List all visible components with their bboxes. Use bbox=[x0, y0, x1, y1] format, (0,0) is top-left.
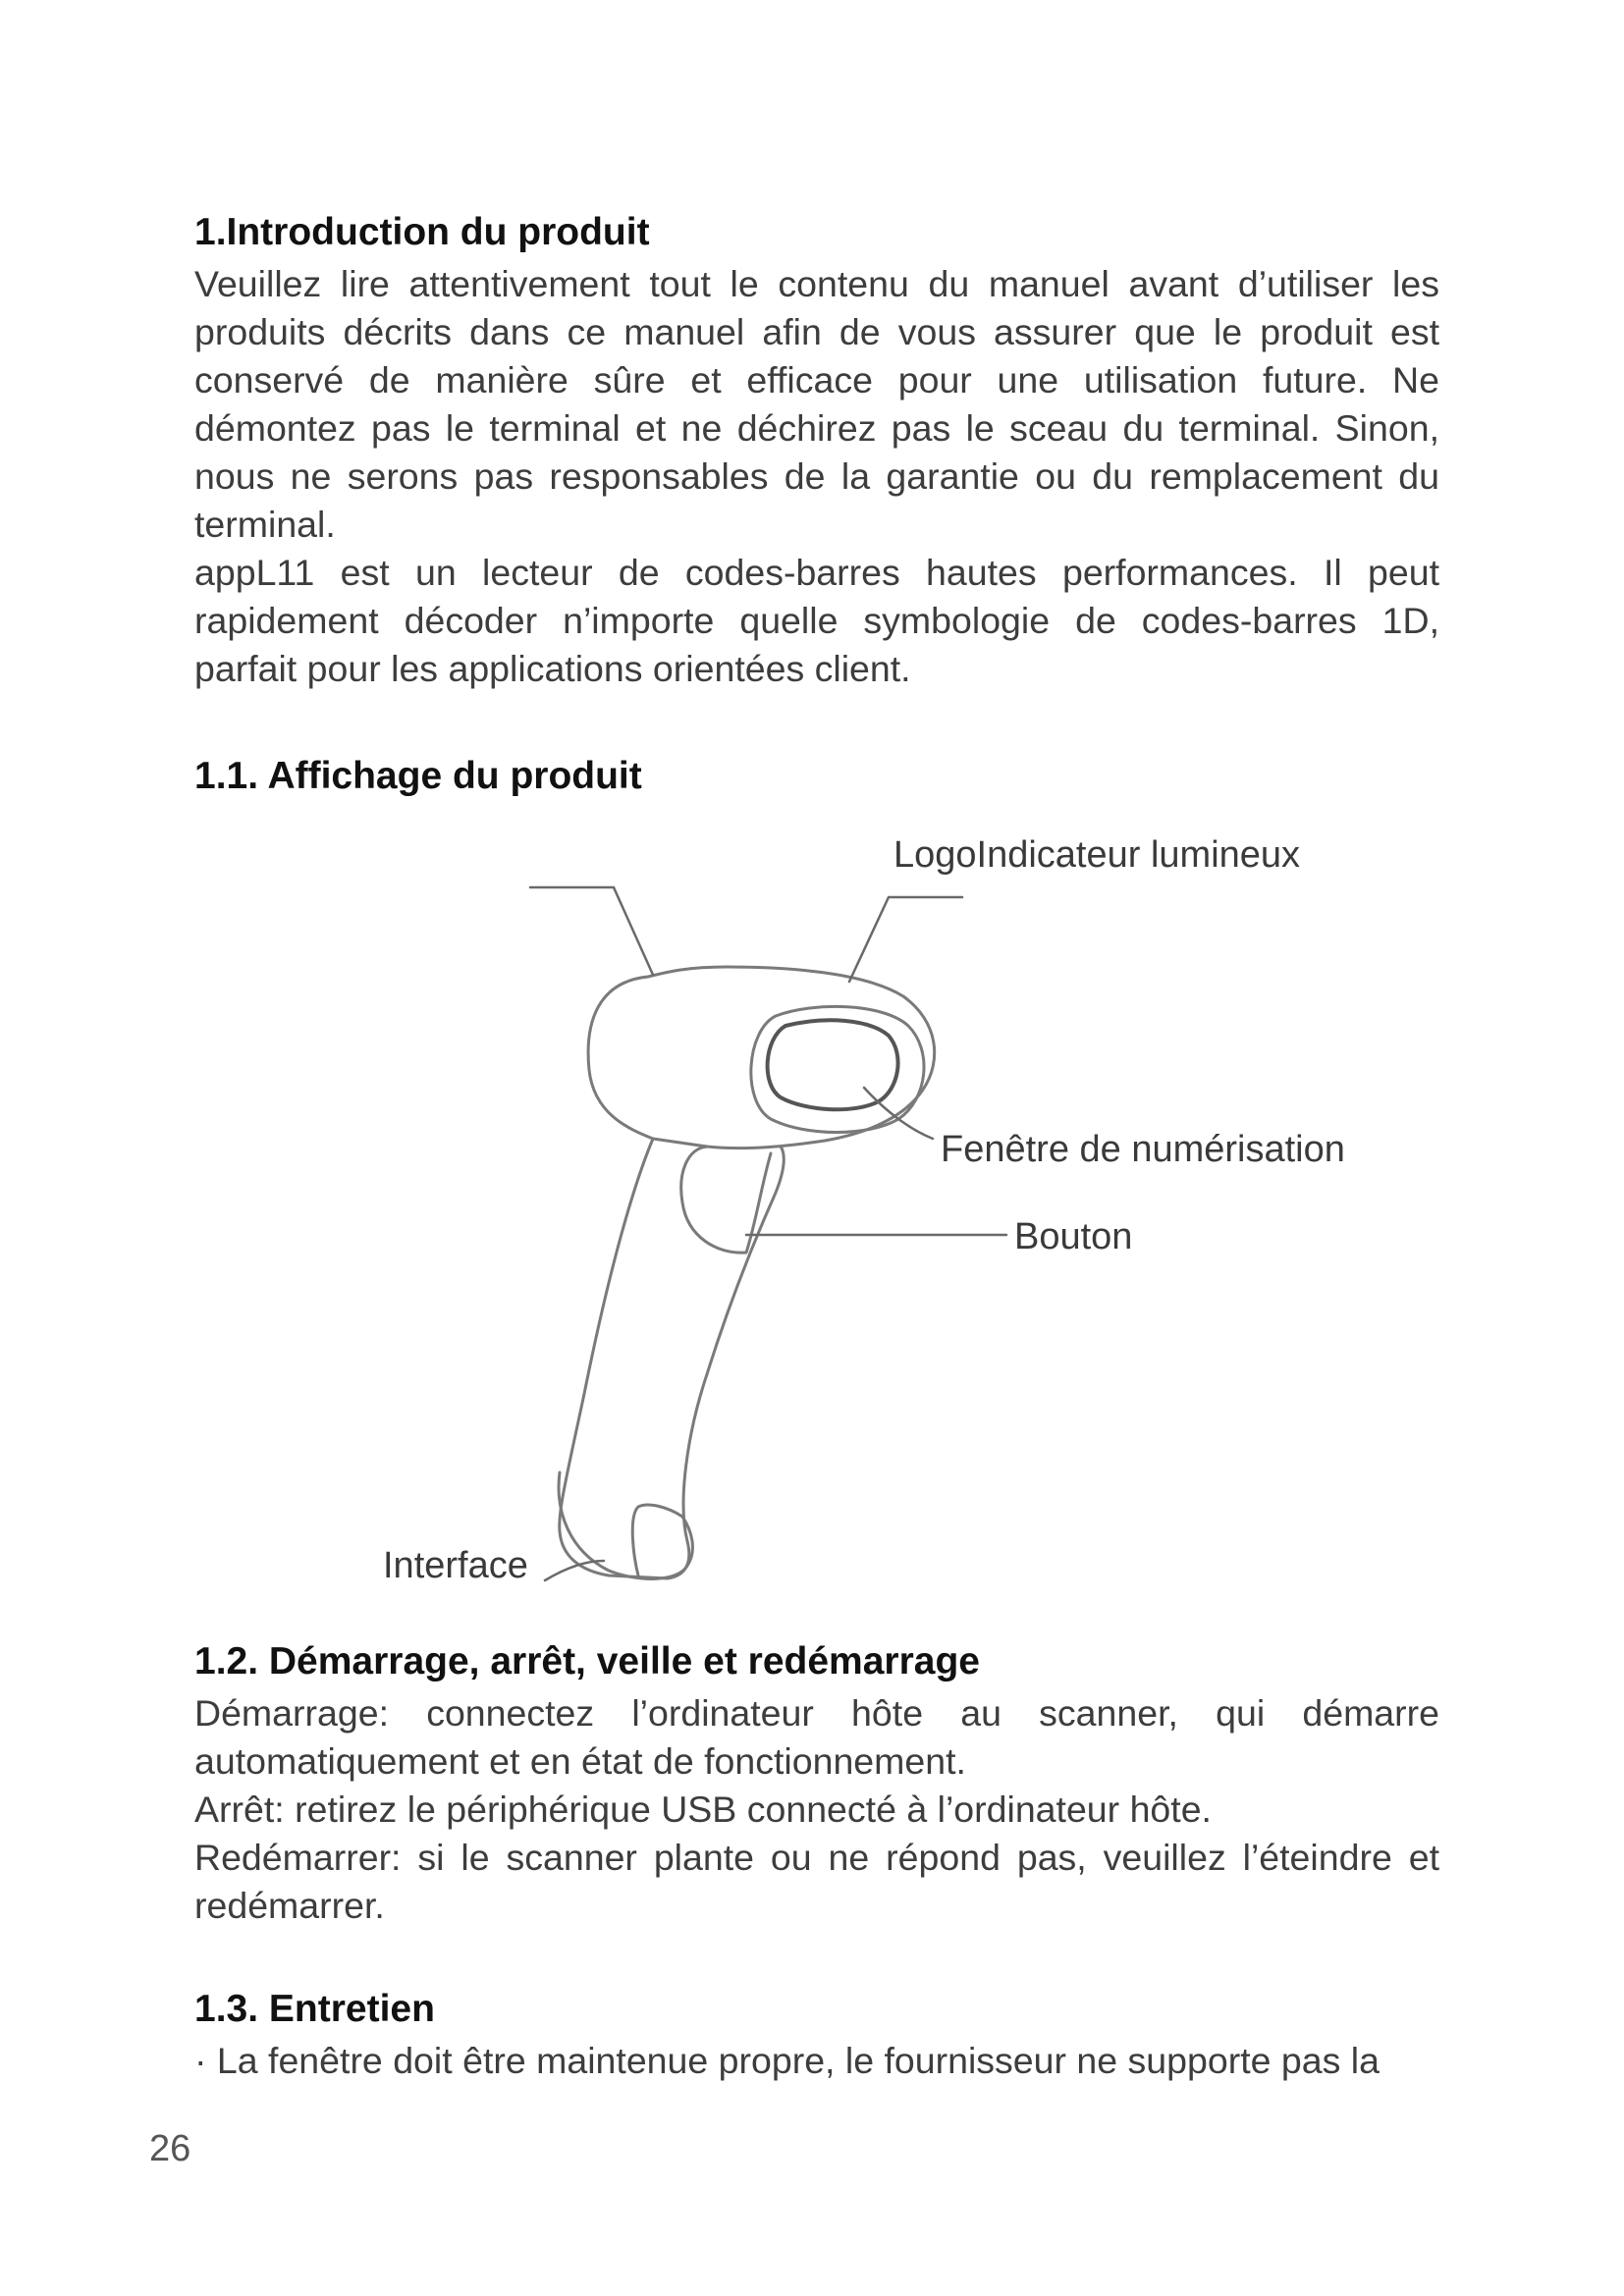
page-number: 26 bbox=[149, 2128, 191, 2169]
section-title-introduction: 1.Introduction du produit bbox=[194, 211, 650, 253]
intro-paragraph-1: Veuillez lire attentivement tout le contenu du manuel avant d’utiliser les produits décrits dans ce manuel afin de vous assurer que le produit est conservé de manière sûre et efficace pour une utilisation future. Ne démontez pas le terminal et ne déchirez pas le sceau du terminal. Sinon, nous ne serons pas responsables de la garantie ou du remplacement du terminal. bbox=[194, 262, 1439, 545]
startup-restart: Redémarrer: si le scanner plante ou ne répond pas, veuillez l’éteindre et redémarrer. bbox=[194, 1836, 1439, 1926]
label-button: Bouton bbox=[1014, 1216, 1133, 1257]
startup-start: Démarrage: connectez l’ordinateur hôte au scanner, qui démarre automatiquement et en état de fonctionnement. bbox=[194, 1691, 1439, 1782]
section-title-startup: 1.2. Démarrage, arrêt, veille et redémarrage bbox=[194, 1640, 980, 1682]
interface-outline bbox=[559, 1472, 692, 1578]
intro-paragraph-2: appL11 est un lecteur de codes-barres hautes performances. Il peut rapidement décoder n’importe quelle symbologie de codes-barres 1D, parfait pour les applications orientées client. bbox=[194, 551, 1439, 689]
scanner-grip-outline bbox=[560, 1139, 785, 1578]
label-scan-window: Fenêtre de numérisation bbox=[941, 1129, 1345, 1170]
leader-line-logo bbox=[530, 887, 653, 975]
leader-line-indicator bbox=[849, 897, 962, 982]
section-startup bbox=[194, 1639, 1439, 1930]
scanner-head-outline bbox=[588, 967, 935, 1148]
label-logo-indicator: LogoIndicateur lumineux bbox=[893, 834, 1301, 876]
scan-window-inner bbox=[768, 1020, 898, 1109]
maintenance-item-1: · La fenêtre doit être maintenue propre, le fournisseur ne supporte pas la bbox=[194, 2039, 1380, 2081]
startup-stop: Arrêt: retirez le périphérique USB connecté à l’ordinateur hôte. bbox=[194, 1788, 1212, 1830]
label-interface: Interface bbox=[383, 1545, 528, 1586]
section-title-product-display: 1.1. Affichage du produit bbox=[194, 755, 642, 797]
section-maintenance bbox=[194, 1987, 1439, 2085]
section-title-maintenance: 1.3. Entretien bbox=[194, 1988, 435, 2030]
